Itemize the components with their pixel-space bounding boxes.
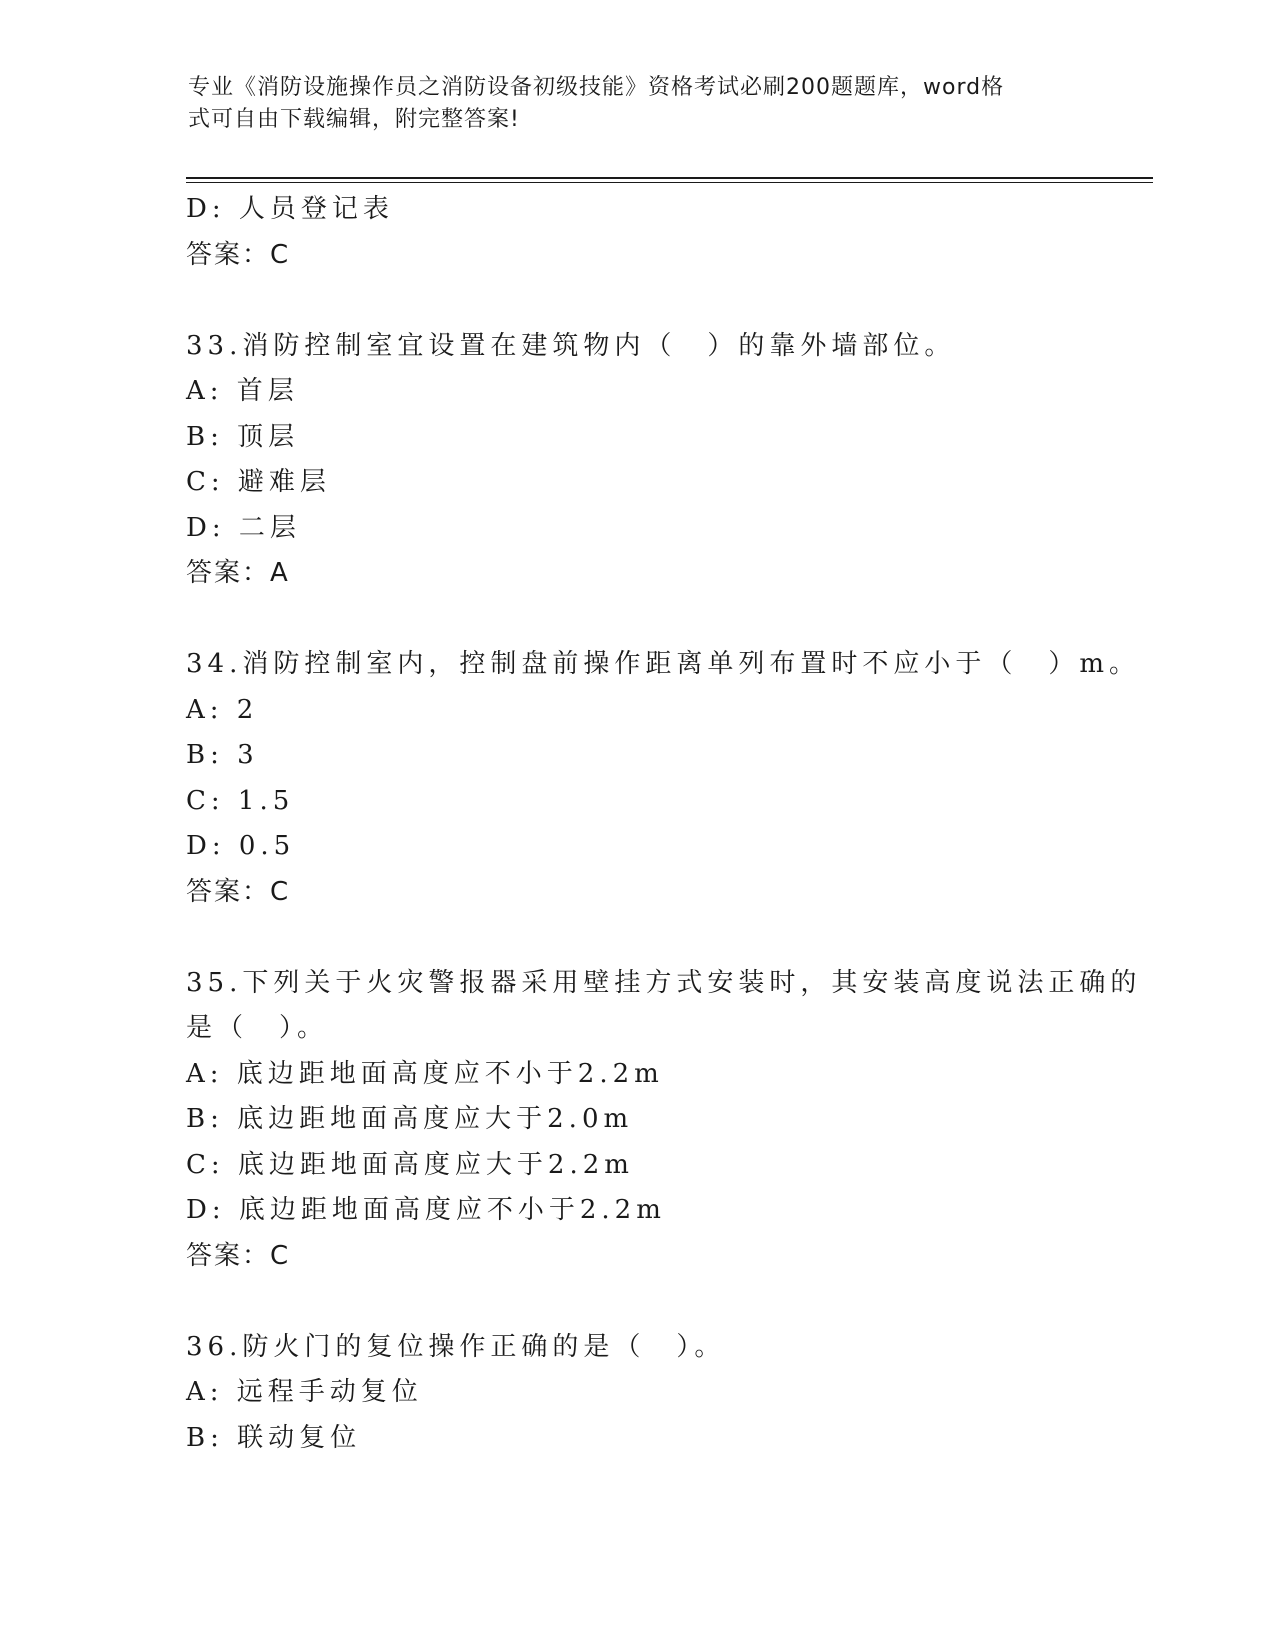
option-a: A: 2 <box>186 694 259 725</box>
answer: 答案：C <box>186 1240 291 1271</box>
spacer <box>186 915 1086 961</box>
option-a: A: 远程手动复位 <box>186 1377 423 1407</box>
option-a: A: 底边距地面高度应不小于2.2m <box>186 1058 664 1089</box>
spacer <box>186 597 1086 643</box>
fragment-option-d: D: 人员登记表 <box>186 194 394 224</box>
option-d: D: 底边距地面高度应不小于2.2m <box>186 1195 666 1225</box>
question-35 <box>186 961 1142 1280</box>
question-34 <box>186 642 1141 915</box>
answer: 答案：A <box>186 558 290 588</box>
option-c: C: 底边距地面高度应大于2.2m <box>186 1149 634 1180</box>
document-header <box>188 72 1068 136</box>
option-c: C: 1.5 <box>186 785 295 816</box>
answer: 答案：C <box>186 876 291 907</box>
option-d: D: 0.5 <box>186 831 296 861</box>
fragment-answer: 答案：C <box>186 239 291 270</box>
option-b: B: 底边距地面高度应大于2.0m <box>186 1104 634 1134</box>
question-33 <box>186 324 1086 597</box>
question-stem-line-1: 35.下列关于火灾警报器采用壁挂方式安装时，其安装高度说法正确的 <box>186 967 1142 998</box>
question-36 <box>186 1325 1086 1462</box>
question-stem: 34.消防控制室内，控制盘前操作距离单列布置时不应小于（ ）m。 <box>186 649 1141 679</box>
option-c: C: 避难层 <box>186 467 331 497</box>
question-stem: 33.消防控制室宜设置在建筑物内（ ）的靠外墙部位。 <box>186 330 956 361</box>
spacer <box>186 1279 1086 1325</box>
option-b: B: 联动复位 <box>186 1422 362 1453</box>
header-divider-thick <box>186 177 1153 179</box>
question-list <box>186 187 1142 1461</box>
question-stem-line-2: 是（ ）。 <box>186 1013 329 1043</box>
option-d: D: 二层 <box>186 512 301 543</box>
question-stem: 36.防火门的复位操作正确的是（ ）。 <box>186 1331 726 1362</box>
option-a: A: 首层 <box>186 376 299 406</box>
header-divider-thin <box>186 182 1153 183</box>
option-b: B: 3 <box>186 740 259 770</box>
header-title-line-2: 式可自由下载编辑，附完整答案! <box>188 107 520 132</box>
option-b: B: 顶层 <box>186 421 300 452</box>
spacer <box>186 278 1086 324</box>
header-title-line-1: 专业《消防设施操作员之消防设备初级技能》资格考试必刷200题题库，word格 <box>188 75 1005 100</box>
